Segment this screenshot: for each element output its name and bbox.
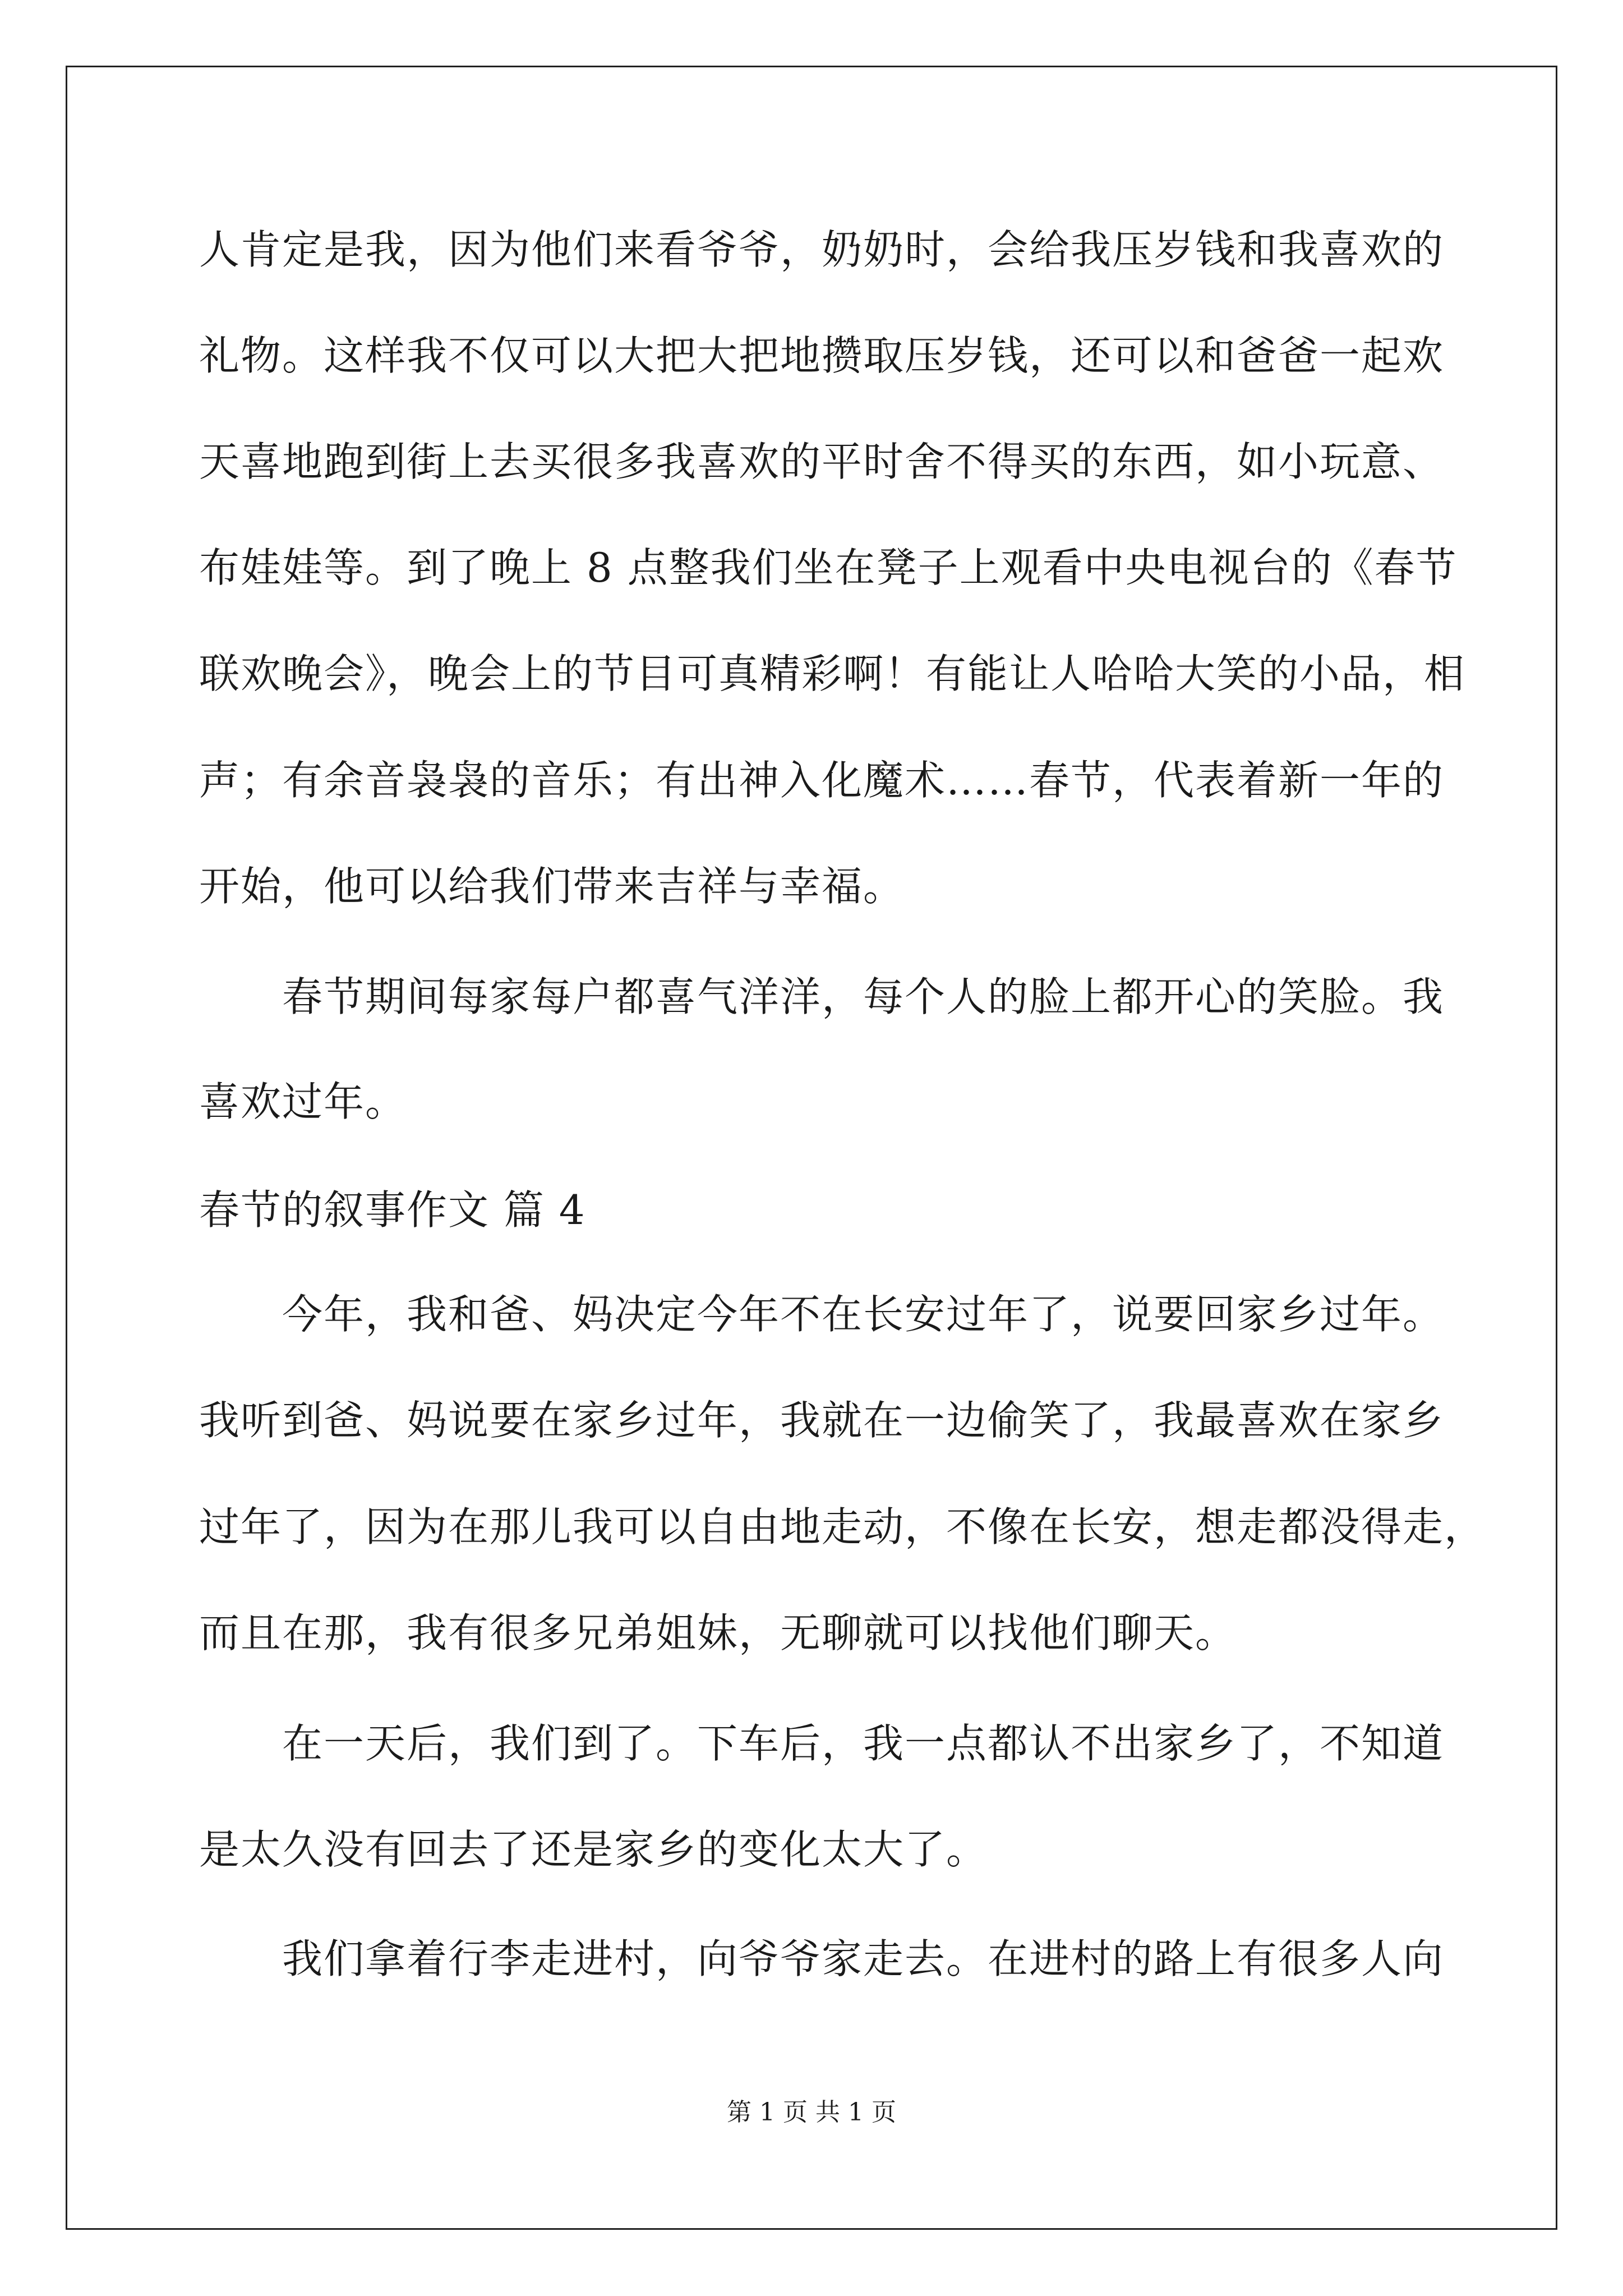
section-heading: 春节的叙事作文 篇 4 xyxy=(199,1186,586,1234)
text-line-11: 今年，我和爸、妈决定今年不在长安过年了，说要回家乡过年。 xyxy=(199,1291,1445,1338)
text-line-16: 是太久没有回去了还是家乡的变化太大了。 xyxy=(199,1826,988,1873)
text-line-15: 在一天后，我们到了。下车后，我一点都认不出家乡了，不知道 xyxy=(199,1720,1445,1767)
page-border xyxy=(66,66,1557,2230)
text-line-1: 人肯定是我，因为他们来看爷爷，奶奶时，会给我压岁钱和我喜欢的 xyxy=(199,226,1445,273)
text-line-8: 春节期间每家每户都喜气洋洋，每个人的脸上都开心的笑脸。我 xyxy=(199,973,1445,1020)
page-footer: 第 1 页 共 1 页 xyxy=(727,2098,896,2127)
text-line-14: 而且在那，我有很多兄弟姐妹，无聊就可以找他们聊天。 xyxy=(199,1609,1237,1657)
text-line-9: 喜欢过年。 xyxy=(199,1078,407,1125)
text-line-3: 天喜地跑到街上去买很多我喜欢的平时舍不得买的东西，如小玩意、 xyxy=(199,438,1445,485)
text-line-13: 过年了，因为在那儿我可以自由地走动，不像在长安，想走都没得走， xyxy=(199,1503,1486,1550)
text-line-12: 我听到爸、妈说要在家乡过年，我就在一边偷笑了，我最喜欢在家乡 xyxy=(199,1397,1445,1444)
text-line-17: 我们拿着行李走进村，向爷爷家走去。在进村的路上有很多人向 xyxy=(199,1935,1445,1982)
text-line-7: 开始，他可以给我们带来吉祥与幸福。 xyxy=(199,863,905,910)
text-line-4: 布娃娃等。到了晚上 8 点整我们坐在凳子上观看中央电视台的《春节 xyxy=(199,544,1458,591)
text-line-2: 礼物。这样我不仅可以大把大把地攒取压岁钱，还可以和爸爸一起欢 xyxy=(199,332,1445,379)
text-line-6: 声；有余音袅袅的音乐；有出神入化魔术……春节，代表着新一年的 xyxy=(199,757,1445,804)
text-line-5: 联欢晚会》，晚会上的节目可真精彩啊！有能让人哈哈大笑的小品，相 xyxy=(199,650,1466,697)
